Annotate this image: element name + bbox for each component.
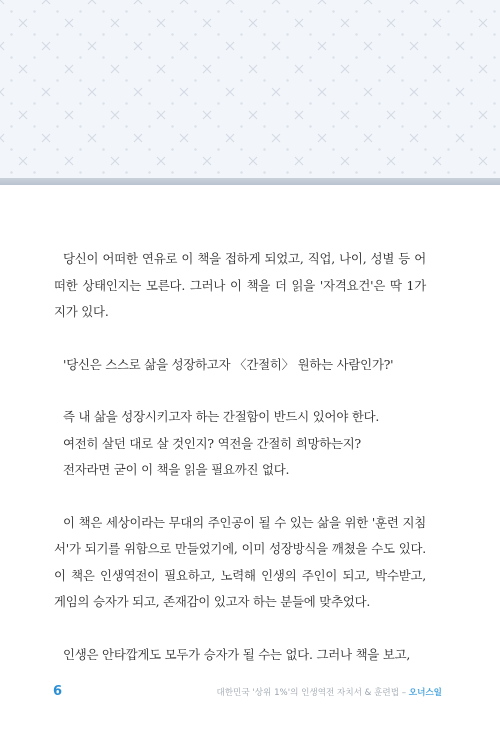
paragraph-1: 당신이 어떠한 연유로 이 책을 접하게 되었고, 직업, 나이, 성별 등 어떠한 상태인지는 모른다. 그러나 이 책을 더 읽을 '자격요건'은 딱 1가지가 있다.: [54, 251, 426, 319]
cross-pattern: [0, 0, 500, 178]
book-title: 대한민국 '상위 1%'의 인생역전 자치서 & 훈련법 –: [216, 688, 407, 698]
paragraph-3-line: 여전히 살던 대로 살 것인지? 역전을 간절히 희망하는지?: [63, 435, 361, 451]
paragraph-4: 이 책은 세상이라는 무대의 주인공이 될 수 있는 삶을 위한 '훈련 지침서'가 되기를 위함으로 만들었기에, 이미 성장방식을 깨쳤을 수도 있다. 이 책은 인생역전이 필요하고, 노력해 인생의 주인이 되고, 박수받고, 게임의 승자가 되고, 존재감이 있고자 하는 분들에 맞추었다.: [54, 514, 426, 609]
page-number: 6: [53, 684, 63, 699]
paragraph-5: 인생은 안타깝게도 모두가 승자가 될 수는 없다. 그러나 책을 보고,: [63, 646, 411, 662]
main-text: [54, 246, 426, 668]
author-name: 오너스일: [408, 688, 442, 698]
paragraph-2-quote: '당신은 스스로 삶을 성장하고자 〈간절히〉 원하는 사람인가?': [63, 356, 394, 372]
header-divider-bar: [0, 178, 500, 185]
paragraph-3: [54, 404, 426, 484]
running-footer: [216, 686, 442, 698]
header-pattern-band: [0, 0, 500, 178]
paragraph-3-line: 즉 내 삶을 성장시키고자 하는 간절함이 반드시 있어야 한다.: [63, 409, 380, 424]
paragraph-3-line: 전자라면 굳이 이 책을 읽을 필요까진 없다.: [63, 462, 290, 477]
